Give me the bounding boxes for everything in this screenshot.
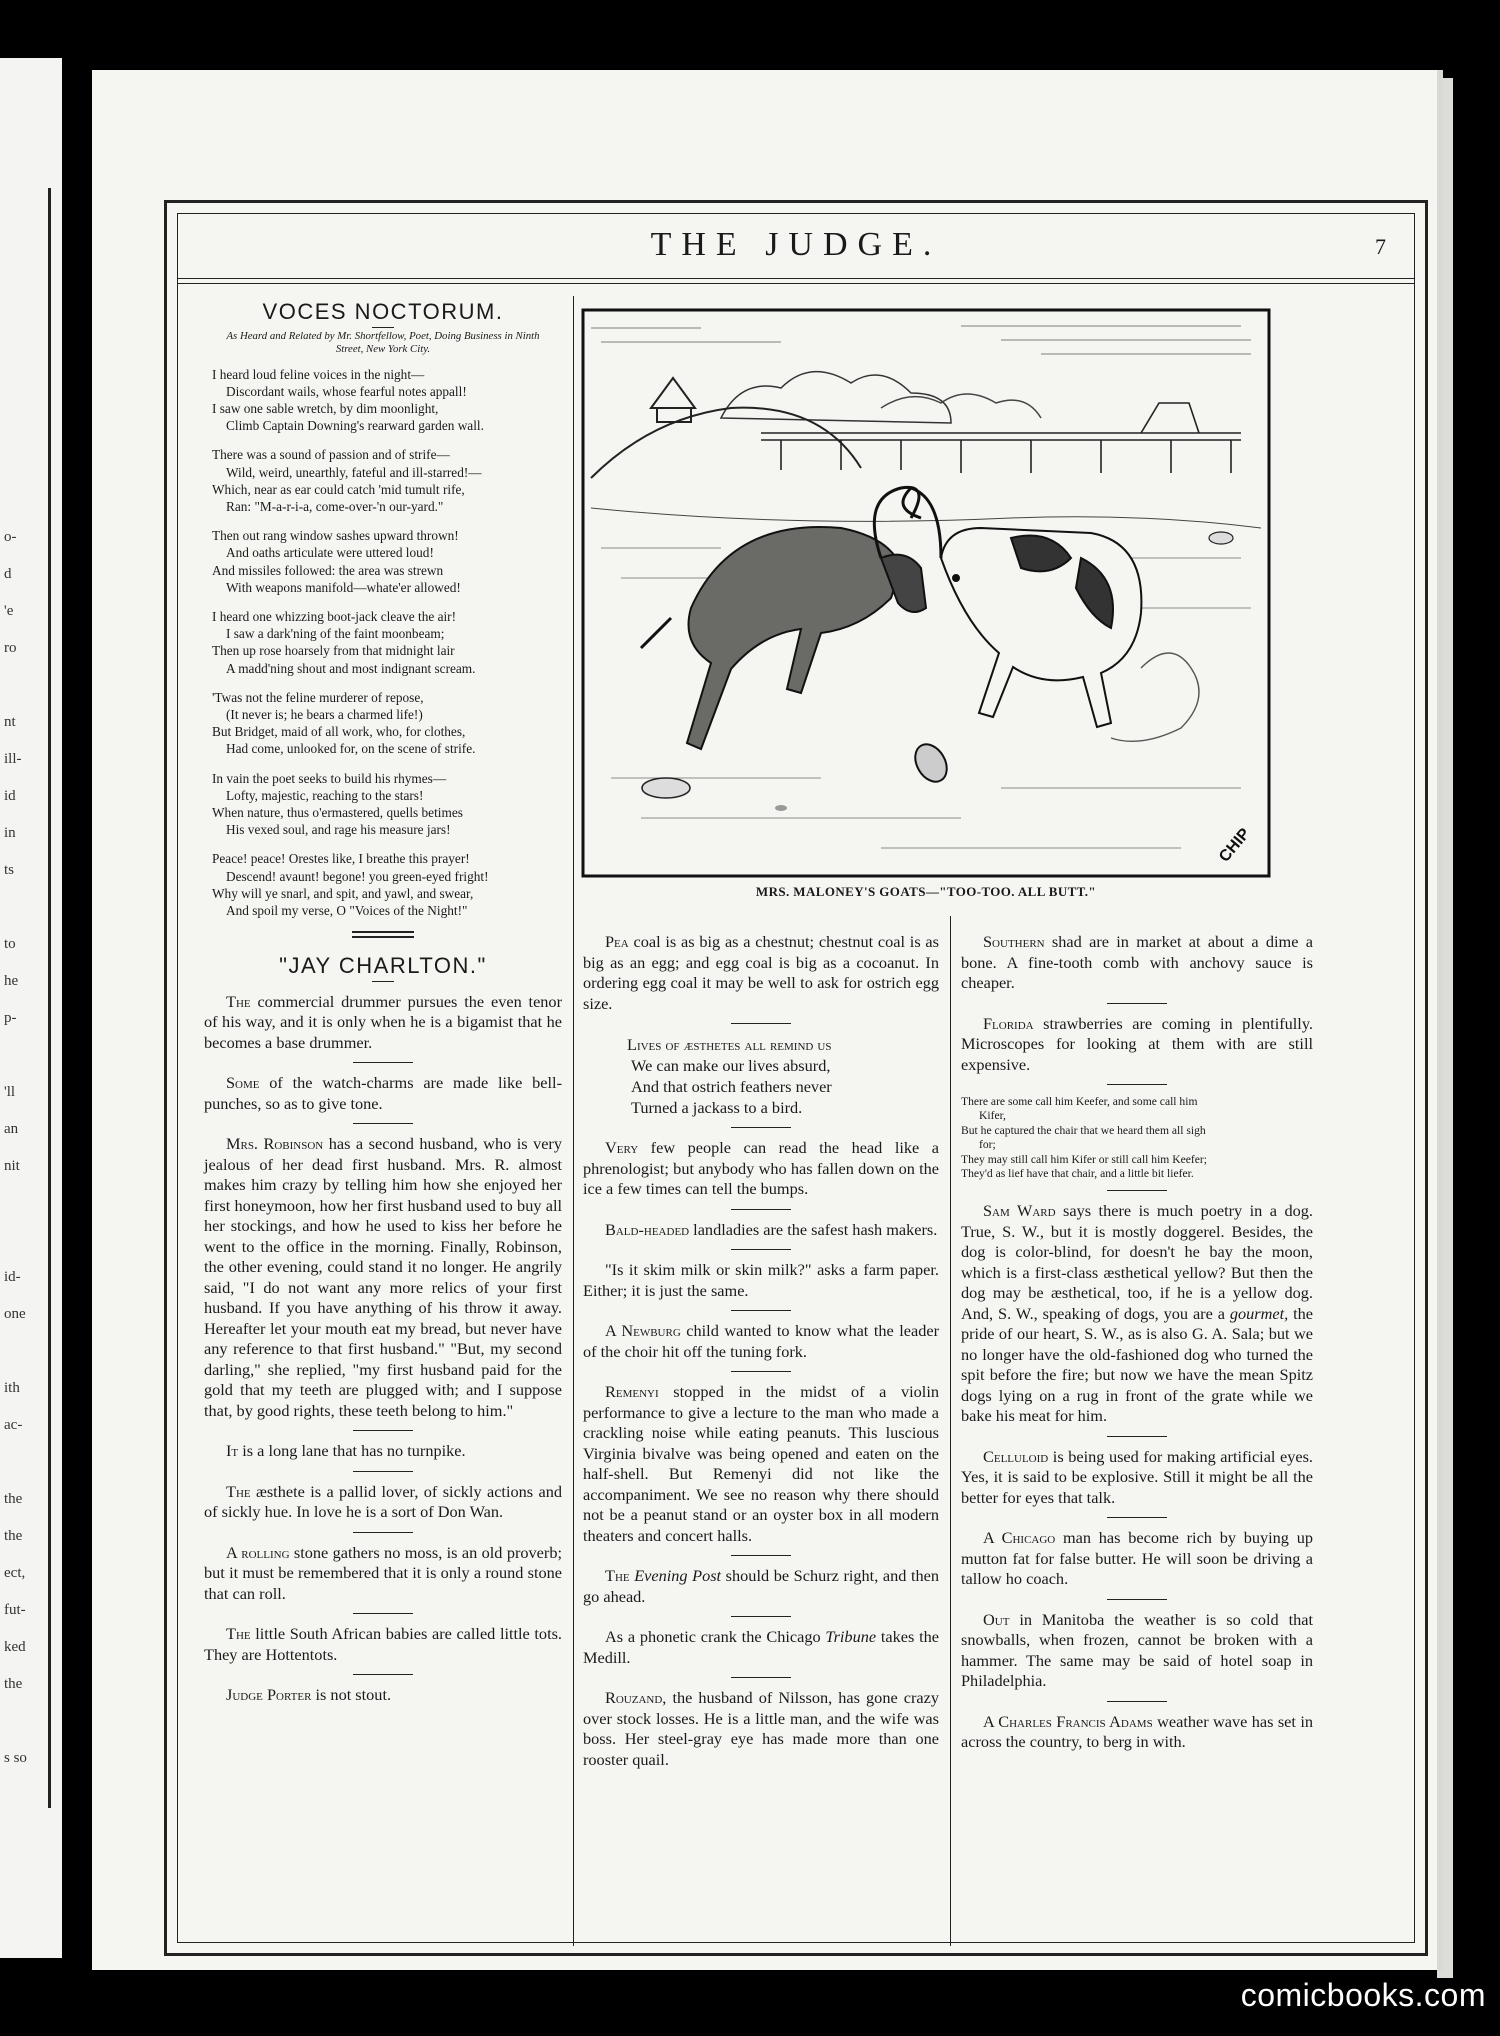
poem-stanza [212,608,562,677]
item-rule [1107,1701,1167,1702]
poem-line: And missiles followed: the area was strewn [212,562,444,578]
adjacent-fragment: ac- [4,1417,23,1433]
item-sam-ward: Sam Ward says there is much poetry in a dog. True, S. W., but it is mostly doggerel. Besides, the dog is color-blind, for doesn't he bay the moon, which is a first-class æsthetical yellow? But then the dog may be æsthetical, too, if he is a yellow dog. And, S. W., speaking of dogs, you are a gourmet, the pride of our heart, S. W., as is also G. A. Sala; but we no longer have the old-fashioned dog who turned the spit before the fire; but now we have the mean Spitz dogs lying on a rug in front of the grate while we bake his meat for him. [961,1201,1313,1426]
item-phrenologist: Very few people can read the head like a phrenologist; but anybody who has fallen down on the ice a few times can tell the bumps. [583,1138,939,1198]
verse-line: Kifer, [979,1109,1006,1123]
poem-line: Wild, weird, unearthly, fateful and ill-starred!— [226,464,482,480]
item-rule [353,1471,413,1472]
adjacent-fragment: the [4,1528,23,1544]
poem-line: I saw a dark'ning of the faint moonbeam; [226,626,445,642]
poem-line: Discordant wails, whose fearful notes appall! [226,383,467,399]
jay-item [204,1624,562,1665]
item-remenyi: Remenyi stopped in the midst of a violin performance to give a lecture to the man who made a crackling noise while eating peanuts. This luscious Virginia bivalve was being opened and eaten on the half-shell. But Remenyi did not like the accompaniment. We see no reason why there should not be a peanut stand or an oyster box in all modern theaters and concert halls. [583,1382,939,1545]
item-rule [1107,1599,1167,1600]
adjacent-fragment: 'e [4,603,14,619]
item-rule [353,1674,413,1675]
masthead-title: THE JUDGE. [650,226,942,263]
item-newburg: A Newburg child wanted to know what the leader of the choir hit off the tuning fork. [583,1321,939,1361]
item-rule [353,1062,413,1063]
verse-line: They may still call him Kifer or still call him Keefer; [961,1152,1207,1166]
adjacent-fragment: in [4,825,16,841]
poem-line: But Bridget, maid of all work, who, for clothes, [212,724,466,740]
jay-item [204,1134,562,1421]
poem-line: Which, near as ear could catch 'mid tumult rife, [212,481,465,497]
goats-illustration [581,308,1271,888]
item-rule [353,1430,413,1431]
verse-line: There are some call him Keefer, and some call him [961,1095,1198,1108]
item-chicago: A Chicago man has become rich by buying up mutton fat for false butter. He will soon be driving a tallow ho coach. [961,1528,1313,1589]
title-rule [372,327,394,328]
poem-line: A madd'ning shout and most indignant scream. [226,660,476,676]
poem-line: His vexed soul, and rage his measure jars! [226,822,451,838]
rock [642,778,690,798]
item-rule [1107,1084,1167,1085]
item-shad: Southern shad are in market at about a dime a bone. A fine-tooth comb with anchovy sauce is cheaper. [961,932,1313,992]
adjacent-page-edge [0,58,62,1958]
adjacent-fragment: the [4,1491,23,1507]
rock [1209,532,1233,544]
voces-subtitle: As Heard and Related by Mr. Shortfellow, Poet, Doing Business in Ninth Street, New York City. [226,329,540,355]
column-right [961,932,1313,1753]
verse-line: They'd as lief have that chair, and a little bit liefer. [961,1167,1194,1181]
adjacent-fragment: s so [4,1750,27,1766]
adjacent-fragment: ts [4,862,15,878]
item-manitoba: Out in Manitoba the weather is so cold that snowballs, when frozen, cannot be broken with a hammer. The same may be said of hotel soap in Philadelphia. [961,1609,1313,1691]
item-lead: Mrs. Robinson [226,1134,324,1154]
item-adams: A Charles Francis Adams weather wave has set in across the country, to berg in with. [961,1711,1313,1752]
column-divider [950,916,951,1946]
item-rule [1107,1190,1167,1191]
poem-line: I heard loud feline voices in the night— [212,366,425,382]
jay-item [204,992,562,1054]
item-rule [731,1371,791,1372]
item-lead: Some [226,1073,260,1093]
item-rule [731,1249,791,1250]
masthead-rule [178,278,1414,279]
item-text: stone gathers no moss, is an old proverb; but it must be remembered that it is only a round stone that can roll. [204,1542,562,1603]
poem-stanza [212,770,562,839]
item-rule [731,1555,791,1556]
poem-line: I heard one whizzing boot-jack cleave the air! [212,608,457,624]
page-frame-inner [177,213,1415,1943]
item-text: little South African babies are called little tots. They are Hottentots. [204,1624,562,1664]
adjacent-fragment: the [4,1676,23,1692]
column-divider [573,296,574,1946]
adjacent-fragment: ill- [4,751,22,767]
adjacent-fragment: ked [4,1639,26,1655]
adjacent-fragment: fut- [4,1602,26,1618]
item-rule [731,1616,791,1617]
poem-line: When nature, thus o'ermastered, quells betimes [212,804,463,820]
adjacent-fragment: one [4,1306,26,1322]
adjacent-fragment: ro [4,640,17,656]
item-rule [731,1677,791,1678]
poem-line: Climb Captain Downing's rearward garden wall. [226,418,484,434]
adjacent-fragment: 'll [4,1084,16,1100]
column-middle [583,932,939,1770]
masthead-rule [178,283,1414,284]
watermark: comicbooks.com [1240,1977,1486,2013]
poem-line: In vain the poet seeks to build his rhymes— [212,770,447,786]
illustration-signature: CHIP [1216,825,1254,866]
adjacent-fragment: p- [4,1010,17,1026]
title-rule [372,981,394,982]
item-rule [353,1123,413,1124]
item-text: has a second husband, who is very jealous of her dead first husband. Mrs. R. almost makes him crazy by telling him how she enjoyed her first honeymoon, how her first husband used to buy all her stockings, and how he used to kiss her before he went to the office in the morning. Finally, Robinson, the other evening, could stand it no longer. He angrily said, "I do not want any more relics of your first husband. If you have anything of his throw it away. Hereafter let your mouth eat my bread, but never have any reference to that first husband." "But, my second darling," she replied, "my first husband paid for the gold that my teeth are plugged with; and I suppose that, by good rights, these teeth belong to him." [204,1134,562,1420]
poem-stanza [212,446,562,515]
adjacent-fragment: nt [4,714,16,730]
jay-item [204,1543,562,1605]
item-text: of the watch-charms are made like bell-punches, so as to give tone. [204,1073,562,1113]
verse-line: We can make our lives absurd, [631,1056,831,1075]
poem-stanza [212,366,562,435]
item-text: is a long lane that has no turnpike. [238,1441,466,1461]
adjacent-fragment: ith [4,1380,20,1396]
poem-stanza [212,527,562,596]
item-rule [353,1613,413,1614]
jay-title: "JAY CHARLTON." [279,953,487,979]
poem-line: Peace! peace! Orestes like, I breathe this prayer! [212,851,470,867]
item-celluloid: Celluloid is being used for making artificial eyes. Yes, it is said to be explosive. Still it might be all the better for eyes that talk. [961,1446,1313,1507]
page-number: 7 [1375,234,1386,259]
jay-item [204,1073,562,1114]
poem-line: With weapons manifold—whate'er allowed! [226,579,461,595]
verse-line: for; [979,1138,996,1152]
verse-line: Turned a jackass to a bird. [631,1098,803,1117]
item-rouzand: Rouzand, the husband of Nilsson, has gone crazy over stock losses. He is a little man, and the wife was boss. Her steel-gray eye has made more than one rooster quail. [583,1688,939,1769]
rock [775,805,787,811]
poem-line: Lofty, majestic, reaching to the stars! [226,787,424,803]
voces-title: VOCES NOCTORUM. [262,299,504,324]
adjacent-fragment: id- [4,1269,21,1285]
item-rule [1107,1003,1167,1004]
keefer-verse [961,1095,1313,1181]
verse-line: And that ostrich feathers never [631,1077,832,1096]
poem-line: Then out rang window sashes upward thrown! [212,528,459,544]
verse-line: Lives of æsthetes all remind us [627,1035,832,1054]
newspaper-page [92,70,1437,1970]
jay-item [204,1685,562,1706]
item-landladies: Bald-headed landladies are the safest hash makers. [605,1219,938,1239]
item-text: commercial drummer pursues the even tenor of his way, and it is only when he is a bigamist that he becomes a base drummer. [204,991,562,1052]
item-tribune: As a phonetic crank the Chicago Tribune takes the Medill. [583,1627,940,1667]
poem-line: And oaths articulate were uttered loud! [226,545,434,561]
adjacent-fragment: he [4,973,19,989]
item-rule [1107,1436,1167,1437]
item-skim-milk: "Is it skim milk or skin milk?" asks a farm paper. Either; it is just the same. [583,1260,939,1300]
item-text: is not stout. [311,1685,392,1705]
aesthetes-verse [627,1034,939,1118]
verse-line: But he captured the chair that we heard them all sigh [961,1123,1206,1137]
column-left [204,299,562,1706]
item-rule [1107,1517,1167,1518]
item-rule [353,1532,413,1533]
jay-item [204,1441,562,1462]
page-frame [164,200,1428,1956]
item-rule [731,1023,791,1024]
item-strawberries: Florida strawberries are coming in plentifully. Microscopes for looking at them with are still expensive. [961,1013,1313,1074]
poem-line: Had come, unlooked for, on the scene of strife. [226,741,476,757]
poem-line: (It never is; he bears a charmed life!) [226,706,423,722]
section-divider [352,931,414,938]
item-lead: Judge Porter [226,1685,312,1705]
poem-line: Then up rose hoarsely from that midnight lair [212,643,455,659]
illustration-caption: MRS. MALONEY'S GOATS—"TOO-TOO. ALL BUTT." [755,884,1097,899]
item-lead: A rolling [226,1542,290,1562]
poem-line: There was a sound of passion and of strife— [212,447,450,463]
adjacent-fragment: d [4,566,12,582]
item-text: æsthete is a pallid lover, of sickly actions and of sickly hue. In love he is a sort of Don Wan. [204,1481,562,1522]
item-lead: It [226,1441,239,1461]
voces-poem [204,366,562,920]
adjacent-fragment: to [4,936,16,952]
poem-line: I saw one sable wretch, by dim moonlight, [212,400,439,416]
jay-item [204,1482,562,1523]
item-pea-coal: Pea coal is as big as a chestnut; chestnut coal is as big as an egg; and egg coal is big as a cocoanut. In ordering egg coal it may be well to ask for ostrich egg size. [583,932,939,1013]
poem-stanza [212,850,562,919]
poem-line: Descend! avaunt! begone! you green-eyed fright! [226,868,489,884]
item-lead: The [226,991,251,1011]
poem-line: Why will ye snarl, and spit, and yawl, and swear, [212,885,474,901]
poem-line: Ran: "M-a-r-i-a, come-over-'n our-yard." [226,498,444,514]
poem-line: 'Twas not the feline murderer of repose, [212,689,424,705]
poem-line: And spoil my verse, O "Voices of the Night!" [226,902,468,918]
adjacent-fragment: an [4,1121,19,1137]
adjacent-fragment: ect, [4,1565,26,1581]
poem-stanza [212,689,562,758]
item-lead: The [226,1624,251,1644]
item-evening-post: The Evening Post should be Schurz right, and then go ahead. [583,1566,940,1606]
jay-items [204,992,562,1706]
item-rule [731,1127,791,1128]
adjacent-fragment: nit [4,1158,20,1174]
adjacent-fragment: o- [4,529,17,545]
adjacent-fragment: id [4,788,16,804]
item-lead: The [226,1481,251,1501]
item-rule [731,1310,791,1311]
item-rule [731,1209,791,1210]
page-edge-shadow [1437,78,1453,1978]
